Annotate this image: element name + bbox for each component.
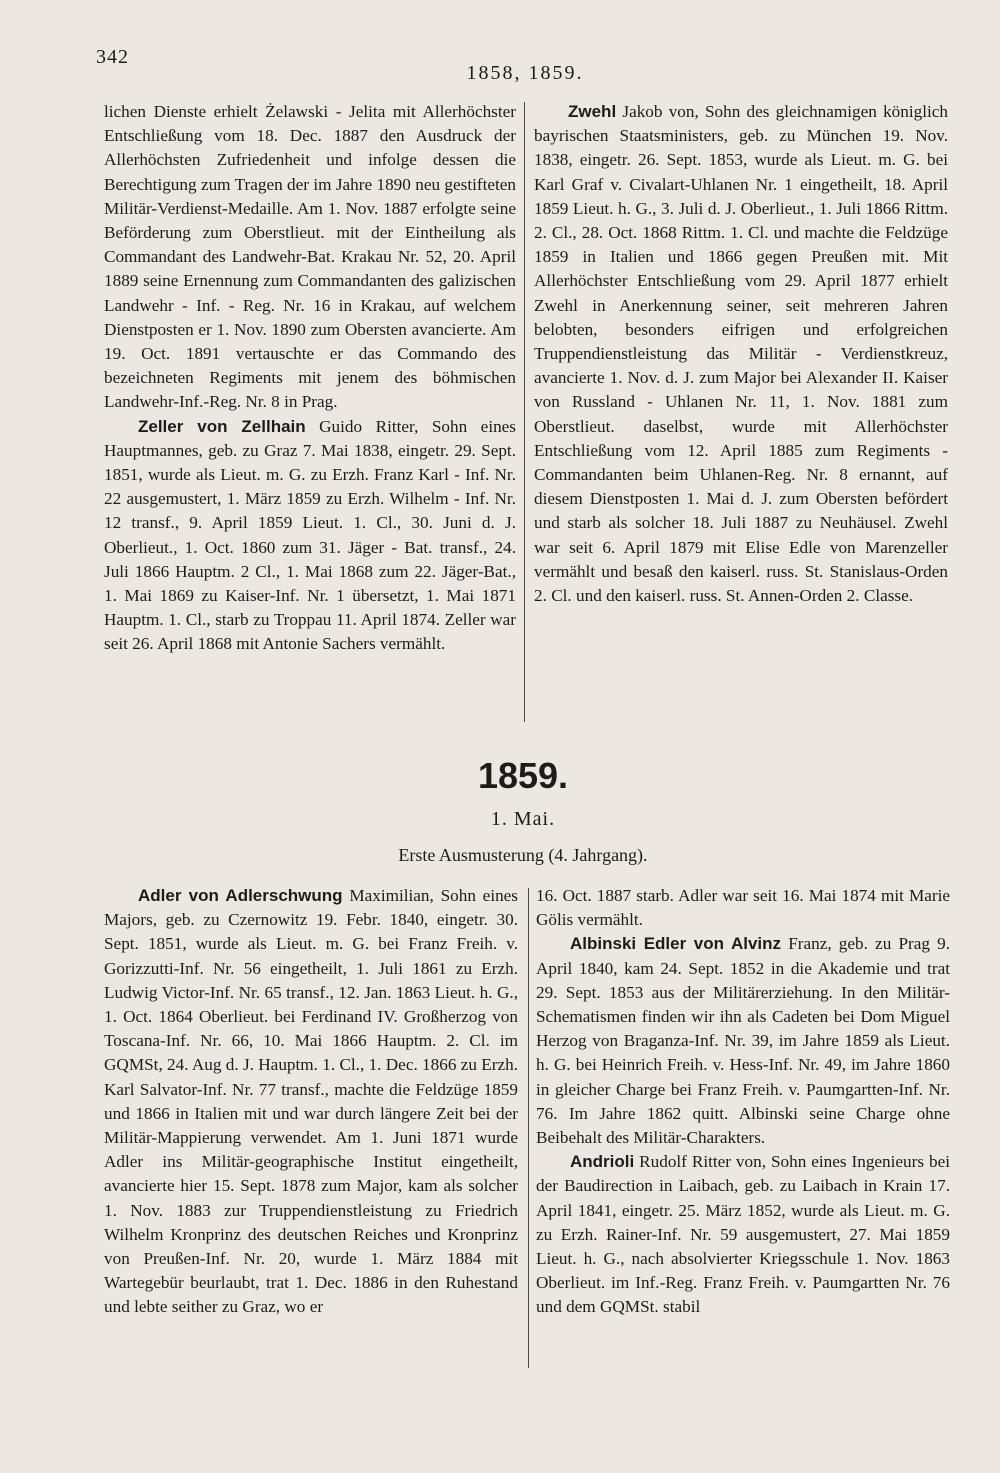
entry-name: Andrioli: [570, 1152, 635, 1172]
biography-entry: [104, 415, 516, 657]
entry-name: Albinski Edler von Alvinz: [570, 934, 782, 954]
section-subtitle: Erste Ausmusterung (4. Jahrgang).: [398, 845, 648, 865]
entry-name: Zwehl: [568, 102, 617, 121]
biography-entry: [104, 884, 518, 1320]
biography-entry: [536, 1150, 950, 1319]
entry-text: Franz, geb. zu Prag 9. April 1840, kam 24. Sept. 1852 in die Akademie und trat 29. Sept. 1853 aus der Militärerziehung. In den Militär-Schematismen finden wir ihn als Cadeten bei Dom Miguel Herzog von Braganza-Inf. Nr. 39, im Jahre 1859 als Lieut. h. G. bei Heinrich Freih. v. Hess-Inf. Nr. 49, im Jahre 1860 in gleicher Charge bei Franz Freih. v. Paumgartten-Inf. Nr. 76. Im Jahre 1862 quitt. Albinski seine Charge ohne Beibehalt des Militär-Charakters.: [536, 934, 950, 1148]
entry-name: Zeller von Zellhain: [138, 416, 306, 436]
entry-name: Adler von Adlerschwung: [138, 886, 343, 905]
paragraph: 16. Oct. 1887 starb. Adler war seit 16. Mai 1874 mit Marie Gölis vermählt.: [536, 886, 950, 930]
column-bottom-right: [536, 884, 950, 1320]
running-head: 1858, 1859.: [466, 62, 584, 84]
page-number: 342: [96, 46, 129, 68]
date-heading: 1. Mai.: [490, 808, 556, 830]
year-heading: 1859.: [477, 755, 569, 796]
entry-text: Jakob von, Sohn des gleichnamigen königlich bayrischen Staatsministers, geb. zu München 19. Nov. 1838, eingetr. 26. Sept. 1853, wurde als Lieut. m. G. bei Karl Graf v. Civalart-Uhlanen Nr. 1 eingetheilt, 18. April 1859 Lieut. h. G., 3. Juli d. J. Oberlieut., 1. Juli 1866 Rittm. 2. Cl., 28. Oct. 1868 Rittm. 1. Cl. und machte die Feldzüge 1859 in Italien und 1866 gegen Preußen mit. Mit Allerhöchster Entschließung vom 29. April 1877 erhielt Zwehl in Anerkennung seiner, seit mehreren Jahren belobten, besonders eifrigen und erfolgreichen Truppendienstleistung das Militär - Verdienstkreuz, avancierte 1. Nov. d. J. zum Major bei Alexander II. Kaiser von Russland - Uhlanen Nr. 11, 1. Nov. 1881 zum Oberstlieut. daselbst, wurde mit Allerhöchster Entschließung vom 12. April 1885 zum Regiments - Commandanten beim Uhlanen-Reg. Nr. 8 ernannt, auf diesem Dienstposten 1. Mai d. J. zum Obersten befördert und starb als solcher 18. Juli 1887 zu Neuhäusel. Zwehl war seit 6. April 1879 mit Elise Edle von Marenzeller vermählt und besaß den kaiserl. russ. St. Stanislaus-Orden 2. Cl. und den kaiserl. russ. St. Annen-Orden 2. Classe.: [534, 102, 948, 606]
biography-entry: [534, 100, 948, 608]
column-divider: [524, 102, 525, 722]
column-top-left: [104, 100, 516, 657]
entry-text: Guido Ritter, Sohn eines Hauptmannes, geb. zu Graz 7. Mai 1838, eingetr. 29. Sept. 1851, wurde als Lieut. m. G. zu Erzh. Franz Karl - Inf. Nr. 22 ausgemustert, 1. März 1859 zu Erzh. Wilhelm - Inf. Nr. 12 transf., 9. April 1859 Lieut. 1. Cl., 30. Juni d. J. Oberlieut., 1. Oct. 1860 zum 31. Jäger - Bat. transf., 24. Juli 1866 Hauptm. 2 Cl., 1. Mai 1868 zum 22. Jäger-Bat., 1. Mai 1869 zu Kaiser-Inf. Nr. 1 übersetzt, 1. Mai 1871 Hauptm. 1. Cl., starb zu Troppau 11. April 1874. Zeller war seit 26. April 1868 mit Antonie Sachers vermählt.: [104, 416, 516, 654]
entry-text: Maximilian, Sohn eines Majors, geb. zu Czernowitz 19. Febr. 1840, eingetr. 30. Sept. 1851, wurde als Lieut. m. G. bei Franz Freih. v. Gorizzutti-Inf. Nr. 56 eingetheilt, 1. Juli 1861 zu Erzh. Ludwig Victor-Inf. Nr. 65 transf., 12. Jan. 1863 Lieut. h. G., 1. Oct. 1864 Oberlieut. bei Ferdinand IV. Großherzog von Toscana-Inf. Nr. 66, 10. Mai 1866 Hauptm. 2. Cl. im GQMSt, 24. Aug d. J. Hauptm. 1. Cl., 1. Dec. 1866 zu Erzh. Karl Salvator-Inf. Nr. 77 transf., machte die Feldzüge 1859 und 1866 in Italien mit und war durch längere Zeit bei der Militär-Mappierung verwendet. Am 1. Juni 1871 wurde Adler ins Militär-geographische Institut eingetheilt, avancierte hier 15. Sept. 1878 zum Major, kam als solcher 1. Nov. 1883 zur Truppendienstleistung zu Friedrich Wilhelm Kronprinz des deutschen Reiches und Kronprinz von Preußen-Inf. Nr. 20, wurde 1. März 1884 mit Wartegebür beurlaubt, trat 1. Dec. 1886 in den Ruhestand und lebte seither zu Graz, wo er: [104, 886, 518, 1317]
paragraph: lichen Dienste erhielt Żelawski - Jelita mit Allerhöchster Entschließung vom 18. Dec. 1887 den Ausdruck der Allerhöchsten Zufriedenheit und infolge dessen die Berechtigung zum Tragen der im Jahre 1890 neu gestifteten Militär-Verdienst-Medaille. Am 1. Nov. 1887 erfolgte seine Beförderung zum Oberstlieut. mit der Eintheilung als Commandant des Landwehr-Bat. Krakau Nr. 52, 20. April 1889 seine Ernennung zum Commandanten des galizischen Landwehr - Inf. - Reg. Nr. 16 in Krakau, auf welchem Dienstposten er 1. Nov. 1890 zum Obersten avancierte. Am 19. Oct. 1891 vertauschte er das Commando des bezeichneten Regiments mit jenem des böhmischen Landwehr-Inf.-Reg. Nr. 8 in Prag.: [104, 102, 516, 412]
column-bottom-left: [104, 884, 518, 1320]
column-top-right: [534, 100, 948, 608]
entry-text: Rudolf Ritter von, Sohn eines Ingenieurs bei der Baudirection in Laibach, geb. zu Laibach in Krain 17. April 1841, eingetr. 25. März 1852, wurde als Lieut. m. G. zu Erzh. Rainer-Inf. Nr. 59 ausgemustert, 27. Mai 1859 Lieut. h. G., nach absolvierter Kriegsschule 1. Nov. 1863 Oberlieut. im Inf.-Reg. Franz Freih. v. Paumgartten Nr. 76 und dem GQMSt. stabil: [536, 1152, 950, 1317]
biography-entry: [536, 932, 950, 1150]
column-divider: [528, 888, 529, 1368]
